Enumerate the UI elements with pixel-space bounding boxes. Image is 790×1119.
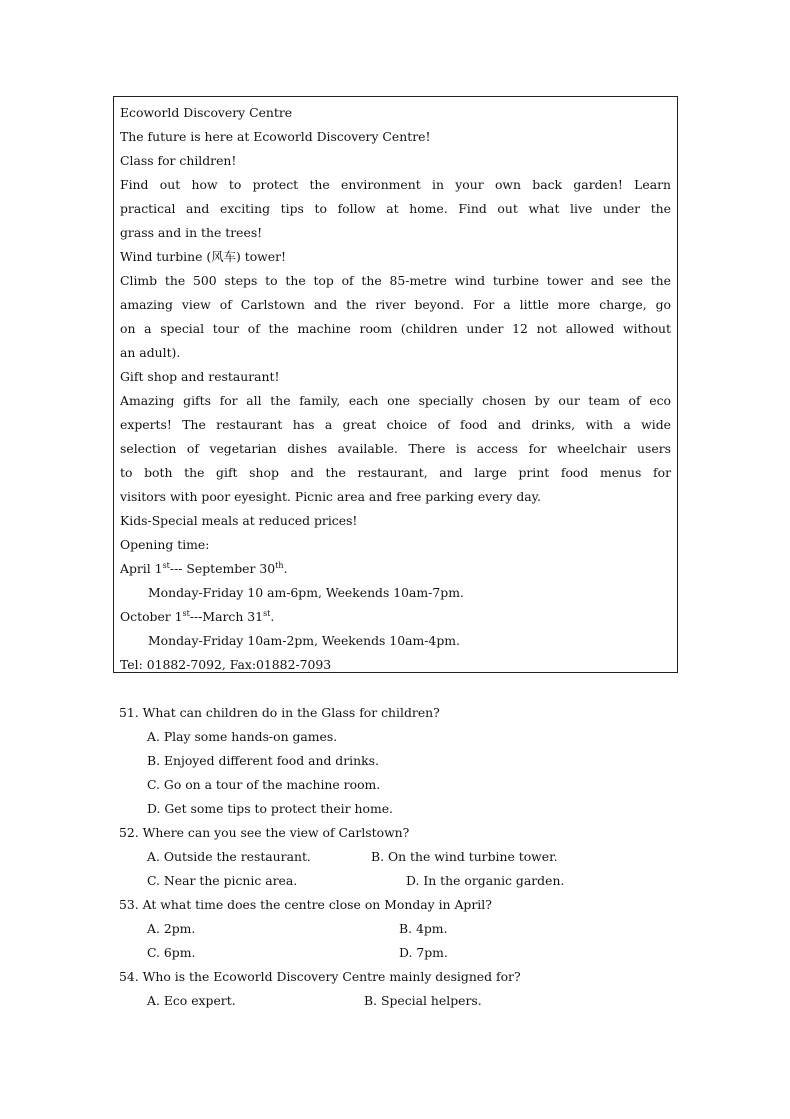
question-51-option-a — [119, 725, 679, 749]
class-line: practical and exciting tips to follow at home. Find out what live under the — [120, 201, 671, 216]
period-1-start-sup: st — [162, 561, 170, 570]
option-text: C. Go on a tour of the machine room. — [147, 777, 381, 792]
wind-line: Climb the 500 steps to the top of the 85-metre wind turbine tower and see the — [120, 273, 671, 288]
question-52-stem: 52. Where can you see the view of Carlstown? — [119, 825, 410, 840]
option-text: A. Outside the restaurant. — [147, 849, 311, 864]
period-1-sep: --- September 30 — [169, 561, 276, 576]
option-text: D. In the organic garden. — [406, 873, 565, 888]
period-2-end: . — [270, 609, 275, 624]
option-text: B. 4pm. — [399, 921, 448, 936]
period-2-sep: ---March 31 — [189, 609, 264, 624]
option-text: D. Get some tips to protect their home. — [147, 801, 393, 816]
question-51-option-b — [119, 749, 679, 773]
opening-label: Opening time: — [120, 537, 210, 552]
question-51-stem: 51. What can children do in the Glass for children? — [119, 705, 440, 720]
gift-line: experts! The restaurant has a great choice of food and drinks, with a wide — [120, 417, 671, 432]
question-52-options-cd — [119, 869, 679, 893]
class-line: grass and in the trees! — [120, 225, 263, 240]
gift-line: selection of vegetarian dishes available. There is access for wheelchair users — [120, 441, 671, 456]
period-2-start: October 1 — [120, 609, 183, 624]
option-text: B. Special helpers. — [364, 993, 482, 1008]
passage-box — [113, 96, 678, 673]
period-2-end-sup: st — [263, 609, 271, 618]
wind-line: amazing view of Carlstown and the river beyond. For a little more charge, go — [120, 297, 671, 312]
class-line: Find out how to protect the environment in your own back garden! Learn — [120, 177, 671, 192]
passage-title: Ecoworld Discovery Centre — [120, 105, 293, 120]
question-54-stem: 54. Who is the Ecoworld Discovery Centre mainly designed for? — [119, 969, 521, 984]
wind-line: an adult). — [120, 345, 181, 360]
wind-heading: Wind turbine (风车) tower! — [120, 249, 287, 264]
gift-line: Amazing gifts for all the family, each one specially chosen by our team of eco — [120, 393, 671, 408]
option-text: B. Enjoyed different food and drinks. — [147, 753, 379, 768]
option-text: C. 6pm. — [147, 945, 196, 960]
period-2-start-sup: st — [182, 609, 190, 618]
gift-line: to both the gift shop and the restaurant, and large print food menus for — [120, 465, 671, 480]
kids-line: Kids-Special meals at reduced prices! — [120, 513, 358, 528]
period-1-end: . — [283, 561, 288, 576]
question-51-option-c — [119, 773, 679, 797]
question-53-options-ab — [119, 917, 679, 941]
gift-heading: Gift shop and restaurant! — [120, 369, 280, 384]
wind-line: on a special tour of the machine room (children under 12 not allowed without — [120, 321, 671, 336]
period-2-hours: Monday-Friday 10am-2pm, Weekends 10am-4pm. — [148, 633, 460, 648]
option-text: D. 7pm. — [399, 945, 448, 960]
question-52-options-ab — [119, 845, 679, 869]
contact-line: Tel: 01882-7092, Fax:01882-7093 — [120, 657, 332, 672]
period-1-start: April 1 — [120, 561, 163, 576]
option-text: B. On the wind turbine tower. — [371, 849, 558, 864]
option-text: A. 2pm. — [147, 921, 196, 936]
period-2 — [120, 605, 671, 629]
passage-intro: The future is here at Ecoworld Discovery Centre! — [120, 129, 431, 144]
question-51-option-d — [119, 797, 679, 821]
class-heading: Class for children! — [120, 153, 237, 168]
period-1-hours: Monday-Friday 10 am-6pm, Weekends 10am-7pm. — [148, 585, 464, 600]
period-1-end-sup: th — [275, 561, 284, 570]
option-text: A. Play some hands-on games. — [147, 729, 338, 744]
question-list — [119, 701, 679, 1013]
gift-line: visitors with poor eyesight. Picnic area and free parking every day. — [120, 489, 541, 504]
option-text: C. Near the picnic area. — [147, 873, 298, 888]
option-text: A. Eco expert. — [147, 993, 236, 1008]
question-54-options-ab — [119, 989, 679, 1013]
question-53-stem: 53. At what time does the centre close on Monday in April? — [119, 897, 492, 912]
question-53-options-cd — [119, 941, 679, 965]
period-1 — [120, 557, 671, 581]
